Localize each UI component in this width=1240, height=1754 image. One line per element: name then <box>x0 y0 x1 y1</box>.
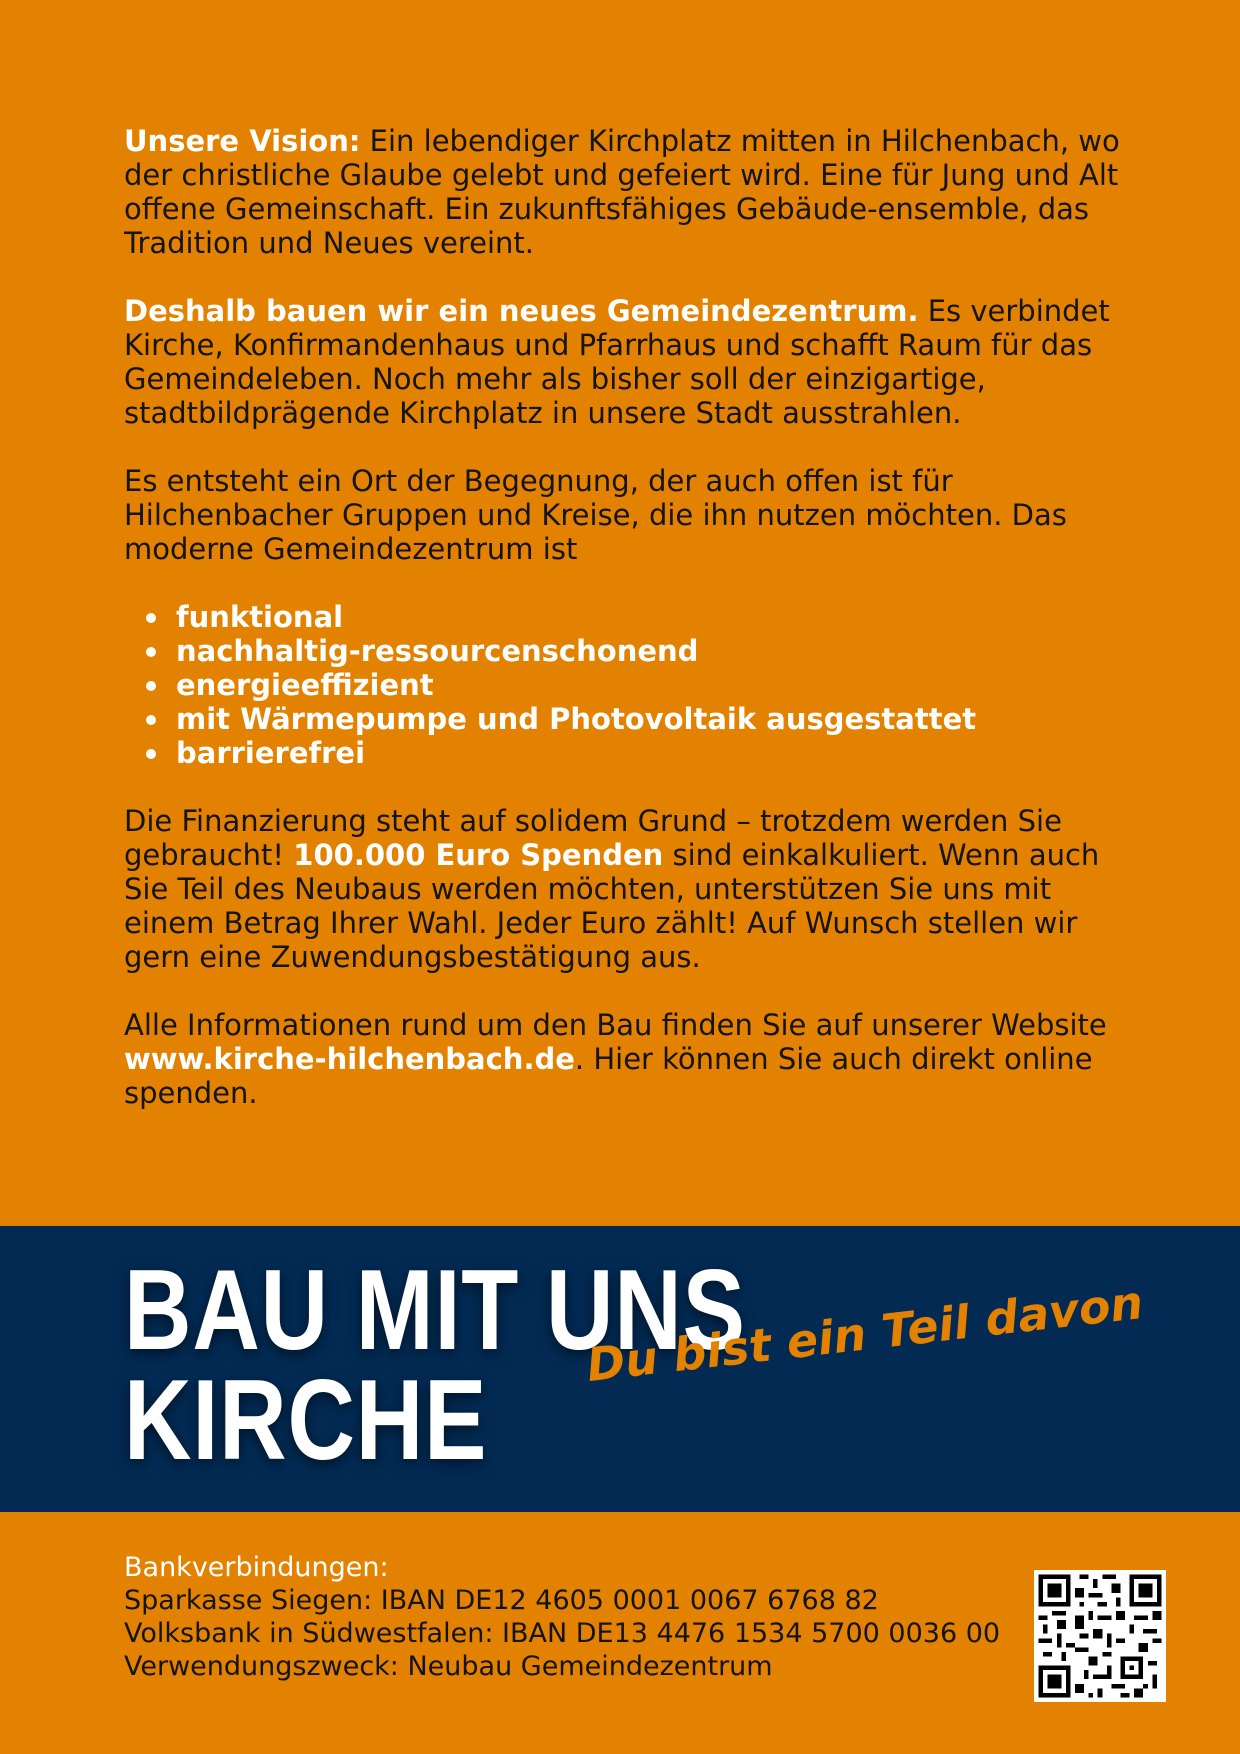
donation-highlight: 100.000 Euro Spenden <box>293 838 664 872</box>
slogan-line-2: KIRCHE <box>124 1357 488 1484</box>
info-text-2: . Hier können Sie auch direkt online spenden. <box>124 1042 1093 1110</box>
bank-details <box>124 1551 1000 1683</box>
info-text-1: Alle Informationen rund um den Bau finden Sie auf unserer Website <box>124 1008 1107 1042</box>
list-item: barrierefrei <box>176 736 1124 770</box>
finance-paragraph <box>124 804 1124 974</box>
bank-heading: Bankverbindungen: <box>124 1552 389 1583</box>
bank-line-purpose: Verwendungszweck: Neubau Gemeindezentrum <box>124 1651 773 1682</box>
build-paragraph <box>124 294 1124 430</box>
tagline: Du bist ein Teil davon <box>583 1275 1146 1392</box>
finance-text-1: Die Finanzierung steht auf solidem Grund – trotzdem werden Sie gebraucht! <box>124 804 1062 872</box>
finance-text-2: sind einkalkuliert. Wenn auch Sie Teil des Neubaus werden möchten, unterstützen Sie uns mit einem Betrag Ihrer Wahl. Jeder Euro zählt! Auf Wunsch stellen wir gern eine Zuwendungsbestätigung aus. <box>124 838 1100 974</box>
bank-line-volksbank: Volksbank in Südwestfalen: IBAN DE13 4476 1534 5700 0036 00 <box>124 1618 1001 1649</box>
website-link[interactable]: www.kirche-hilchenbach.de <box>124 1042 575 1076</box>
list-item: funktional <box>176 600 1124 634</box>
info-paragraph <box>124 1008 1124 1110</box>
list-item: energieeffizient <box>176 668 1124 702</box>
bank-line-sparkasse: Sparkasse Siegen: IBAN DE12 4605 0001 0067 6768 82 <box>124 1585 879 1616</box>
vision-text: Ein lebendiger Kirchplatz mitten in Hilchenbach, wo der christliche Glaube gelebt und gefeiert wird. Eine für Jung und Alt offene Gemeinschaft. Ein zukunftsfähiges Gebäude-ensemble, das Tradition und Neues vereint. <box>124 124 1120 260</box>
meeting-paragraph: Es entsteht ein Ort der Begegnung, der auch offen ist für Hilchenbacher Gruppen und Kreise, die ihn nutzen möchten. Das moderne Gemeindezentrum ist <box>124 464 1067 566</box>
main-content <box>124 124 1124 1144</box>
list-item: mit Wärmepumpe und Photovoltaik ausgestattet <box>176 702 1124 736</box>
vision-lead: Unsere Vision: <box>124 124 361 158</box>
vision-paragraph <box>124 124 1124 260</box>
build-text: Es verbindet Kirche, Konfirmandenhaus und Pfarrhaus und schafft Raum für das Gemeindeleben. Noch mehr als bisher soll der einzigartige, stadtbildprägende Kirchplatz in unsere Stadt ausstrahlen. <box>124 294 1110 430</box>
list-item: nachhaltig-ressourcenschonend <box>176 634 1124 668</box>
feature-list <box>124 600 1124 770</box>
build-lead: Deshalb bauen wir ein neues Gemeindezentrum. <box>124 294 919 328</box>
slogan-line-1: BAU MIT UNS <box>124 1247 746 1374</box>
slogan-banner <box>0 1226 1240 1512</box>
qr-code-icon[interactable] <box>1034 1570 1166 1702</box>
